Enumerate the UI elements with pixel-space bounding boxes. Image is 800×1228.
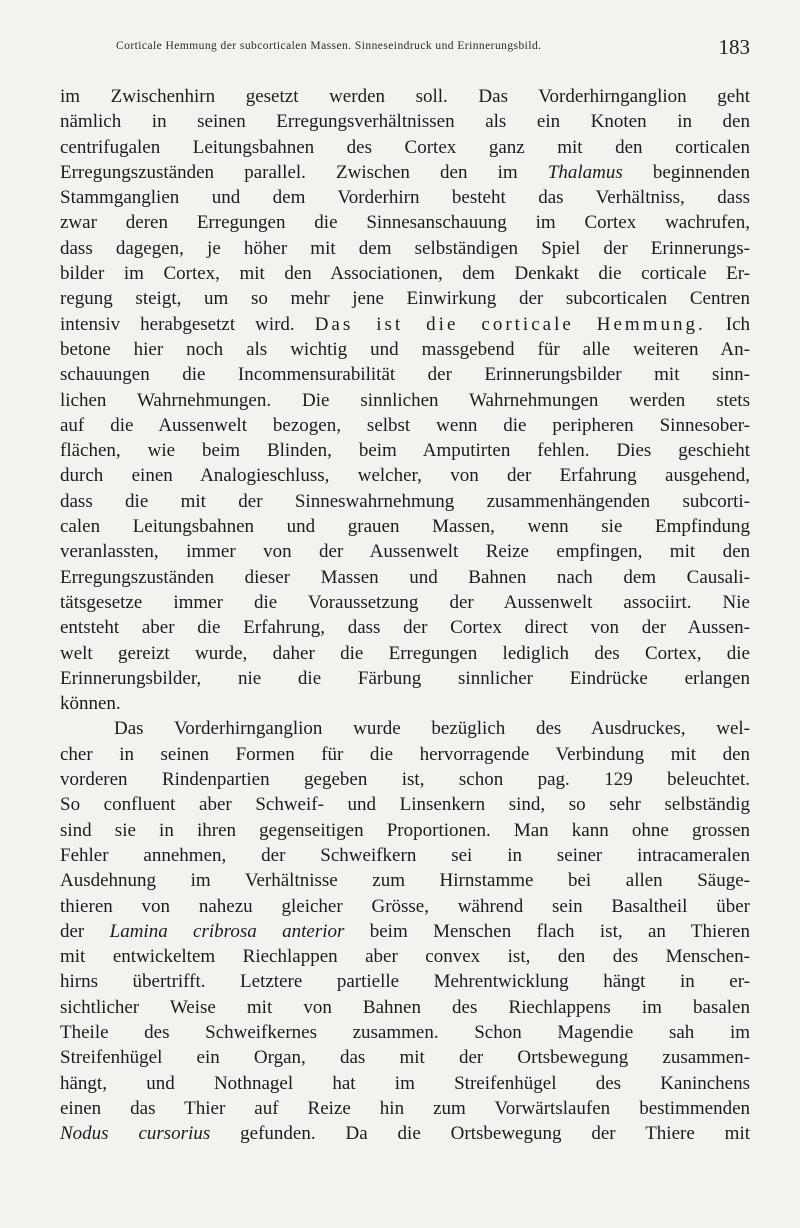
text-line	[60, 312, 750, 337]
text-line: bilder im Cortex, mit den Associationen, dem Denkakt die corticale Er-	[60, 263, 750, 285]
text-line: auf die Aussenwelt bezogen, selbst wenn die peripheren Sinnesober-	[60, 414, 750, 436]
text-line: nämlich in seinen Erregungsverhältnissen als ein Knoten in den	[60, 111, 750, 133]
text-run: gefunden. Da die Ortsbewegung der Thiere mit	[210, 1123, 751, 1145]
text-line: tätsgesetze immer die Voraussetzung der Aussenwelt associirt. Nie	[60, 591, 750, 613]
text-line: sichtlicher Weise mit von Bahnen des Riechlappens im basalen	[60, 996, 750, 1018]
text-line: veranlassten, immer von der Aussenwelt Reize empfingen, mit den	[60, 541, 750, 563]
text-line: Theile des Schweifkernes zusammen. Schon Magendie sah im	[60, 1021, 750, 1043]
text-line: können.	[60, 693, 121, 715]
text-line: Erregungszuständen dieser Massen und Bahnen nach dem Causali-	[60, 566, 750, 588]
text-line: Stammganglien und dem Vorderhirn besteht das Verhältniss, dass	[60, 187, 750, 209]
text-line: Das Vorderhirnganglion wurde bezüglich des Ausdruckes, wel-	[114, 718, 750, 740]
text-line: entsteht aber die Erfahrung, dass der Cortex direct von der Aussen-	[60, 617, 750, 639]
text-line: durch einen Analogieschluss, welcher, von der Erfahrung ausgehend,	[60, 465, 750, 487]
text-line: sind sie in ihren gegenseitigen Proportionen. Man kann ohne grossen	[60, 819, 750, 841]
text-line: hirns übertrifft. Letztere partielle Mehrentwicklung hängt in er-	[60, 971, 750, 993]
text-line	[60, 919, 750, 944]
text-line: Streifenhügel ein Organ, das mit der Ortsbewegung zusammen-	[60, 1047, 750, 1069]
text-line: centrifugalen Leitungsbahnen des Cortex ganz mit den corticalen	[60, 136, 750, 158]
text-line: einen das Thier auf Reize hin zum Vorwärtslaufen bestimmenden	[60, 1097, 750, 1119]
text-line: welt gereizt wurde, daher die Erregungen lediglich des Cortex, die	[60, 642, 750, 664]
text-line: Fehler annehmen, der Schweifkern sei in seiner intracameralen	[60, 844, 750, 866]
text-line: lichen Wahrnehmungen. Die sinnlichen Wahrnehmungen werden stets	[60, 389, 750, 411]
italic-term: Thalamus	[547, 161, 623, 183]
text-line: im Zwischenhirn gesetzt werden soll. Das Vorderhirnganglion geht	[60, 86, 750, 107]
text-line: cher in seinen Formen für die hervorragende Verbindung mit den	[60, 743, 750, 765]
text-line: hängt, und Nothnagel hat im Streifenhügel des Kaninchens	[60, 1072, 750, 1094]
text-line: So confluent aber Schweif- und Linsenkern sind, so sehr selbständig	[60, 794, 750, 816]
running-title: Corticale Hemmung der subcorticalen Massen. Sinneseindruck und Erinnerungsbild.	[116, 40, 542, 52]
body-text	[60, 84, 750, 1146]
text-line: flächen, wie beim Blinden, beim Amputirten fehlen. Dies geschieht	[60, 440, 750, 462]
italic-term: Nodus cursorius	[60, 1123, 211, 1145]
text-run: beim Menschen flach ist, an Thieren	[344, 920, 750, 942]
text-line: schauungen die Incommensurabilität der Erinnerungsbilder mit sinn-	[60, 364, 750, 386]
text-line: mit entwickeltem Riechlappen aber convex ist, den des Menschen-	[60, 946, 750, 968]
text-line	[60, 160, 750, 185]
text-run: beginnenden	[622, 161, 750, 183]
text-line: thieren von nahezu gleicher Grösse, während sein Basaltheil über	[60, 895, 750, 917]
text-line: vorderen Rindenpartien gegeben ist, schon pag. 129 beleuchtet.	[60, 769, 750, 791]
text-line: betone hier noch als wichtig und massgebend für alle weiteren An-	[60, 338, 750, 360]
text-line: Ausdehnung im Verhältnisse zum Hirnstamme bei allen Säuge-	[60, 870, 750, 892]
text-line: Erinnerungsbilder, nie die Färbung sinnlicher Eindrücke erlangen	[60, 667, 750, 689]
italic-term: Lamina cribrosa anterior	[109, 920, 345, 942]
text-line: dass die mit der Sinneswahrnehmung zusammenhängenden subcorti-	[60, 490, 750, 512]
spaced-emphasis: Das ist die corticale Hemmung.	[314, 313, 706, 335]
text-line: zwar deren Erregungen die Sinnesanschauung im Cortex wachrufen,	[60, 212, 750, 234]
text-run: intensiv herabgesetzt wird.	[60, 313, 315, 335]
text-run: Erregungszuständen parallel. Zwischen den im	[60, 161, 548, 183]
page-number: 183	[718, 35, 750, 59]
page-header	[116, 35, 750, 62]
text-line: dass dagegen, je höher mit dem selbständigen Spiel der Erinnerungs-	[60, 237, 750, 259]
text-line	[60, 1121, 750, 1146]
text-line: regung steigt, um so mehr jene Einwirkung der subcorticalen Centren	[60, 288, 750, 310]
text-run: Ich	[705, 313, 751, 335]
text-line: calen Leitungsbahnen und grauen Massen, wenn sie Empfindung	[60, 516, 750, 538]
text-run: der	[60, 920, 110, 942]
